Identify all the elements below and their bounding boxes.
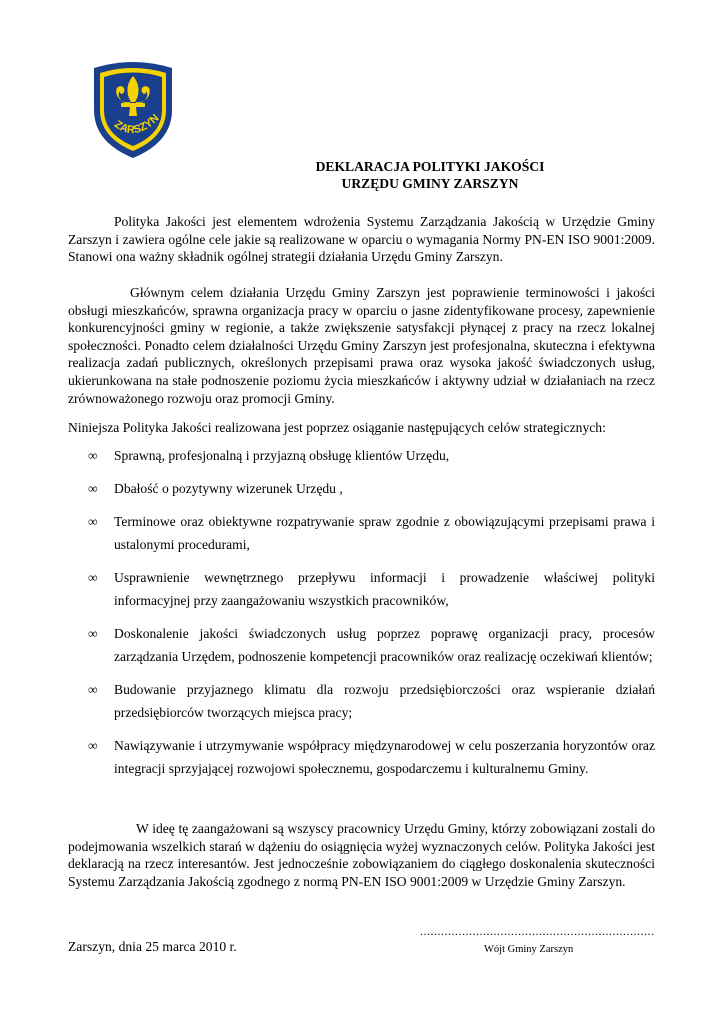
document-title xyxy=(180,158,680,192)
list-item xyxy=(68,734,655,780)
closing-paragraph: W ideę tę zaangażowani są wszyscy pracownicy Urzędu Gminy, którzy zobowiązani zostali do podejmowania wszelkich starań w dążeniu do osiągnięcia wyżej wyznaczonych celów. Polityka Jakości jest deklaracją na rzecz interesantów. Jest jednocześnie zobowiązaniem do ciągłego doskonalenia skuteczności Systemu Zarządzania Jakością zgodnego z normą PN-EN ISO 9001:2009 w Urzędzie Gminy Zarszyn. xyxy=(68,821,655,889)
infinity-bullet-icon: ∞ xyxy=(88,570,98,585)
infinity-bullet-icon: ∞ xyxy=(88,481,98,496)
goal-text: Dbałość o pozytywny wizerunek Urzędu , xyxy=(114,481,343,496)
goal-text: Terminowe oraz obiektywne rozpatrywanie spraw zgodnie z obowiązującymi przepisami prawa i ustalonymi procedurami, xyxy=(114,514,655,552)
list-item xyxy=(68,444,655,467)
title-line-2: URZĘDU GMINY ZARSZYN xyxy=(341,176,519,191)
infinity-bullet-icon: ∞ xyxy=(88,514,98,529)
strategic-goals-list xyxy=(68,444,655,780)
title-line-1: DEKLARACJA POLITYKI JAKOŚCI xyxy=(315,159,545,174)
infinity-bullet-icon: ∞ xyxy=(88,448,98,463)
goal-text: Doskonalenie jakości świadczonych usług poprzez poprawę organizacji pracy, procesów zarządzania Urzędem, podnoszenie kompetencji pracowników oraz realizację oczekiwań klientów; xyxy=(114,626,655,664)
list-item xyxy=(68,566,655,612)
intro-paragraph: Polityka Jakości jest elementem wdrożenia Systemu Zarządzania Jakością w Urzędzie Gminy Zarszyn i zawiera ogólne cele jakie są realizowane w oparciu o wymagania Normy PN-EN ISO 9001:2009. Stanowi ona ważny składnik ogólnej strategii działania Urzędu Gminy Zarszyn. xyxy=(68,214,655,265)
list-item xyxy=(68,678,655,724)
list-item xyxy=(68,477,655,500)
list-item xyxy=(68,510,655,556)
strategic-goals-intro: Niniejsza Polityka Jakości realizowana jest poprzez osiąganie następujących celów strategicznych: xyxy=(68,420,606,435)
infinity-bullet-icon: ∞ xyxy=(88,682,98,697)
signer-title: Wójt Gminy Zarszyn xyxy=(484,944,574,955)
signature-line: ................................................................... xyxy=(420,924,655,938)
zarszyn-coat-of-arms-icon xyxy=(86,54,180,160)
list-item xyxy=(68,622,655,668)
goal-text: Usprawnienie wewnętrznego przepływu informacji i prowadzenie właściwej polityki informacyjnej przy zaangażowaniu wszystkich pracowników, xyxy=(114,570,655,608)
main-goal-paragraph: Głównym celem działania Urzędu Gminy Zarszyn jest poprawienie terminowości i jakości obsługi mieszkańców, sprawna organizacja pracy w oparciu o jasne zidentyfikowane procesy, zapewnienie konkurencyjności gminy w regionie, a także zwiększenie satysfakcji płynącej z pracy na rzecz lokalnej społeczności. Ponadto celem działalności Urzędu Gminy Zarszyn jest profesjonalna, skuteczna i efektywna realizacja zadań publicznych, określonych przepisami prawa oraz wysoka jakość świadczonych usług, ukierunkowana na stałe podnoszenie poziomu życia mieszkańców i aktywny udział w działaniach na rzecz zrównoważonego rozwoju oraz promocji Gminy. xyxy=(68,285,655,406)
goal-text: Sprawną, profesjonalną i przyjazną obsługę klientów Urzędu, xyxy=(114,448,450,463)
crest-label: ZARSZYN xyxy=(112,112,162,137)
goal-text: Budowanie przyjaznego klimatu dla rozwoju przedsiębiorczości oraz wspieranie działań przedsiębiorców tworzących miejsca pracy; xyxy=(114,682,655,720)
infinity-bullet-icon: ∞ xyxy=(88,626,98,641)
infinity-bullet-icon: ∞ xyxy=(88,738,98,753)
place-and-date: Zarszyn, dnia 25 marca 2010 r. xyxy=(68,939,237,954)
goal-text: Nawiązywanie i utrzymywanie współpracy międzynarodowej w celu poszerzania horyzontów oraz integracji sprzyjającej rozwojowi społecznemu, gospodarczemu i kulturalnemu Gminy. xyxy=(114,738,655,776)
